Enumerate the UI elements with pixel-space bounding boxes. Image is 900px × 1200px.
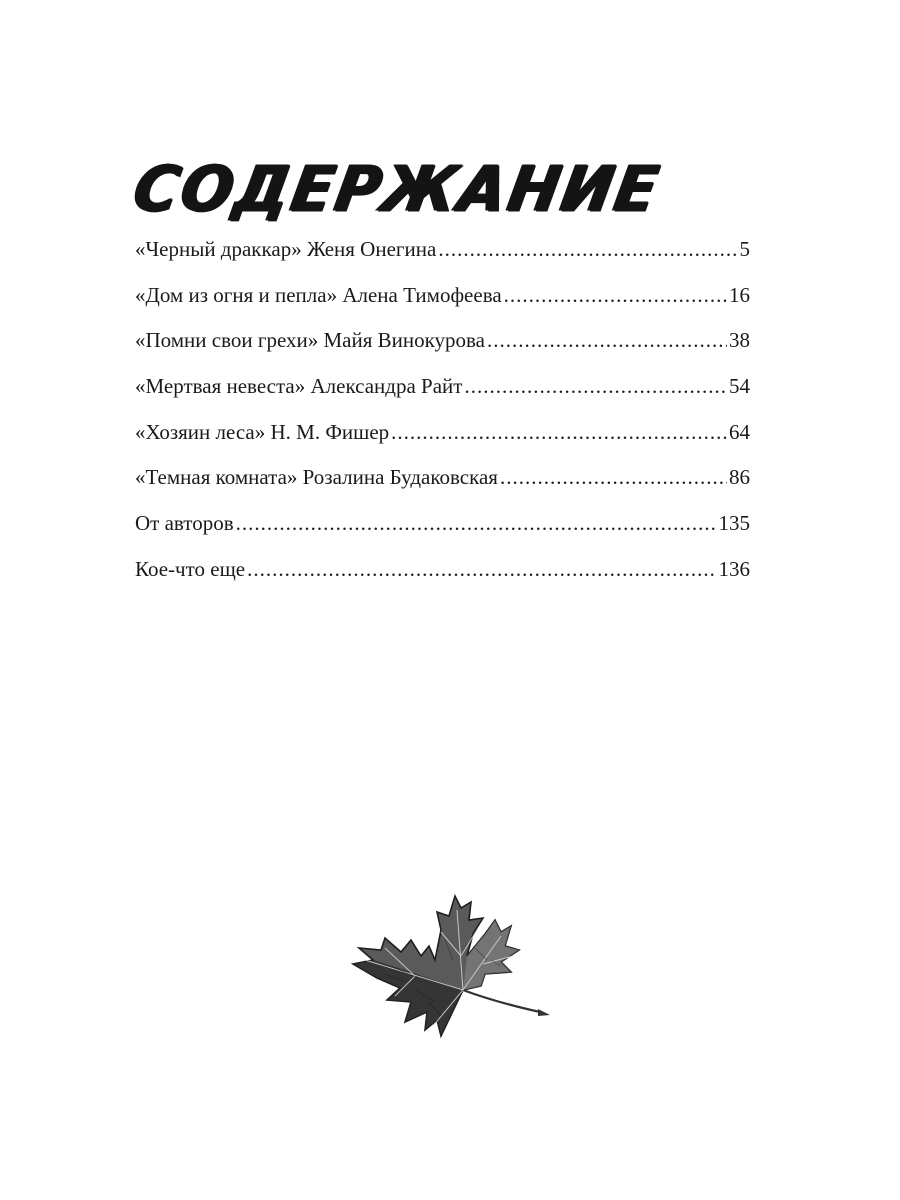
toc-leader-dots — [247, 557, 716, 582]
toc-page-number: 135 — [718, 511, 750, 536]
toc-page-number: 64 — [729, 419, 750, 444]
toc-entry-title: «Черный драккар» Женя Онегина — [135, 237, 437, 261]
toc-leader-dots — [438, 237, 737, 262]
toc-entry — [135, 283, 750, 329]
toc-page-number: 5 — [739, 237, 750, 261]
toc-entry-title: «Хозяин леса» Н. М. Фишер — [135, 419, 390, 444]
toc-page-number: 54 — [729, 374, 750, 399]
toc-leader-dots — [487, 328, 727, 353]
toc-entry-title: «Помни свои грехи» Майя Винокурова — [135, 328, 485, 353]
toc-entry-title: «Темная комната» Розалина Будаковская — [135, 465, 498, 490]
toc-page-number: 136 — [718, 556, 750, 581]
toc-leader-dots — [236, 511, 717, 536]
toc-entry-title: «Дом из огня и пепла» Алена Тимофеева — [135, 282, 502, 307]
toc-entry — [135, 420, 750, 466]
toc-leader-dots — [504, 283, 727, 308]
toc-entry-title: Кое-что еще — [135, 556, 246, 581]
toc-page-number: 38 — [729, 328, 750, 353]
toc-leader-dots — [464, 374, 727, 399]
table-of-contents — [135, 237, 750, 603]
toc-leader-dots — [391, 420, 727, 445]
toc-entry — [135, 237, 750, 283]
toc-page-number: 16 — [729, 282, 750, 307]
toc-entry-title: От авторов — [135, 511, 234, 536]
toc-entry-title: «Мертвая невеста» Александра Райт — [135, 374, 463, 399]
page-title: СОДЕРЖАНИЕ — [127, 152, 666, 227]
toc-leader-dots — [500, 465, 727, 490]
toc-entry — [135, 374, 750, 420]
maple-leaf-icon — [345, 890, 560, 1050]
toc-entry — [135, 465, 750, 511]
toc-entry — [135, 511, 750, 557]
toc-entry — [135, 328, 750, 374]
toc-entry — [135, 557, 750, 603]
toc-page-number: 86 — [729, 465, 750, 490]
